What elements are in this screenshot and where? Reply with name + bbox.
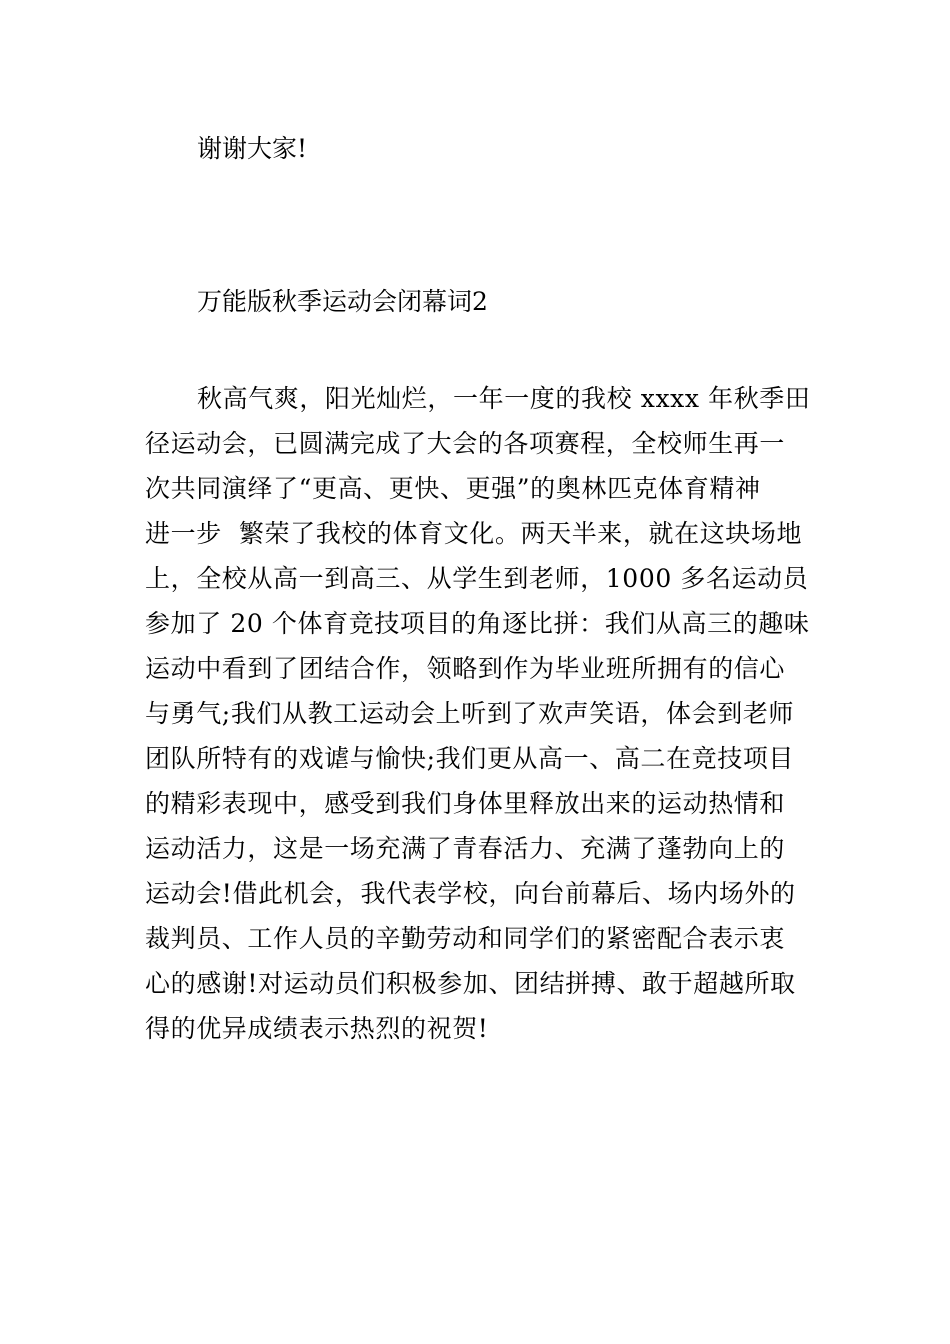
paragraph-line: 次共同演绎了“更高、更快、更强”的奥林匹克体育精神 <box>145 474 761 503</box>
paragraph-line: 心的感谢!对运动员们积极参加、团结拼搏、敢于超越所取 <box>145 969 796 998</box>
paragraph-line: 团队所特有的戏谑与愉快;我们更从高一、高二在竞技项目 <box>145 744 795 773</box>
paragraph-line: 的精彩表现中，感受到我们身体里释放出来的运动热情和 <box>145 789 786 818</box>
paragraph-line: 参加了 20 个体育竞技项目的角逐比拼：我们从高三的趣味 <box>145 609 810 638</box>
section-title: 万能版秋季运动会闭幕词2 <box>197 287 488 316</box>
closing-line: 谢谢大家! <box>197 134 308 163</box>
paragraph-line: 运动活力，这是一场充满了青春活力、充满了蓬勃向上的 <box>145 834 786 863</box>
paragraph-line: 裁判员、工作人员的辛勤劳动和同学们的紧密配合表示衷 <box>145 924 786 953</box>
paragraph-line: 运动会!借此机会，我代表学校，向台前幕后、场内场外的 <box>145 879 796 908</box>
paragraph-line: 进一步 繁荣了我校的体育文化。两天半来，就在这块场地 <box>145 519 803 548</box>
paragraph-line: 运动中看到了团结合作，领略到作为毕业班所拥有的信心 <box>145 654 786 683</box>
paragraph-line: 得的优异成绩表示热烈的祝贺! <box>145 1014 489 1043</box>
paragraph-line: 与勇气;我们从教工运动会上听到了欢声笑语，体会到老师 <box>145 699 795 728</box>
paragraph-line: 秋高气爽，阳光灿烂，一年一度的我校 xxxx 年秋季田 <box>197 384 811 413</box>
paragraph-line: 上，全校从高一到高三、从学生到老师，1000 多名运动员 <box>145 564 809 593</box>
paragraph-line: 径运动会，已圆满完成了大会的各项赛程，全校师生再一 <box>145 429 786 458</box>
